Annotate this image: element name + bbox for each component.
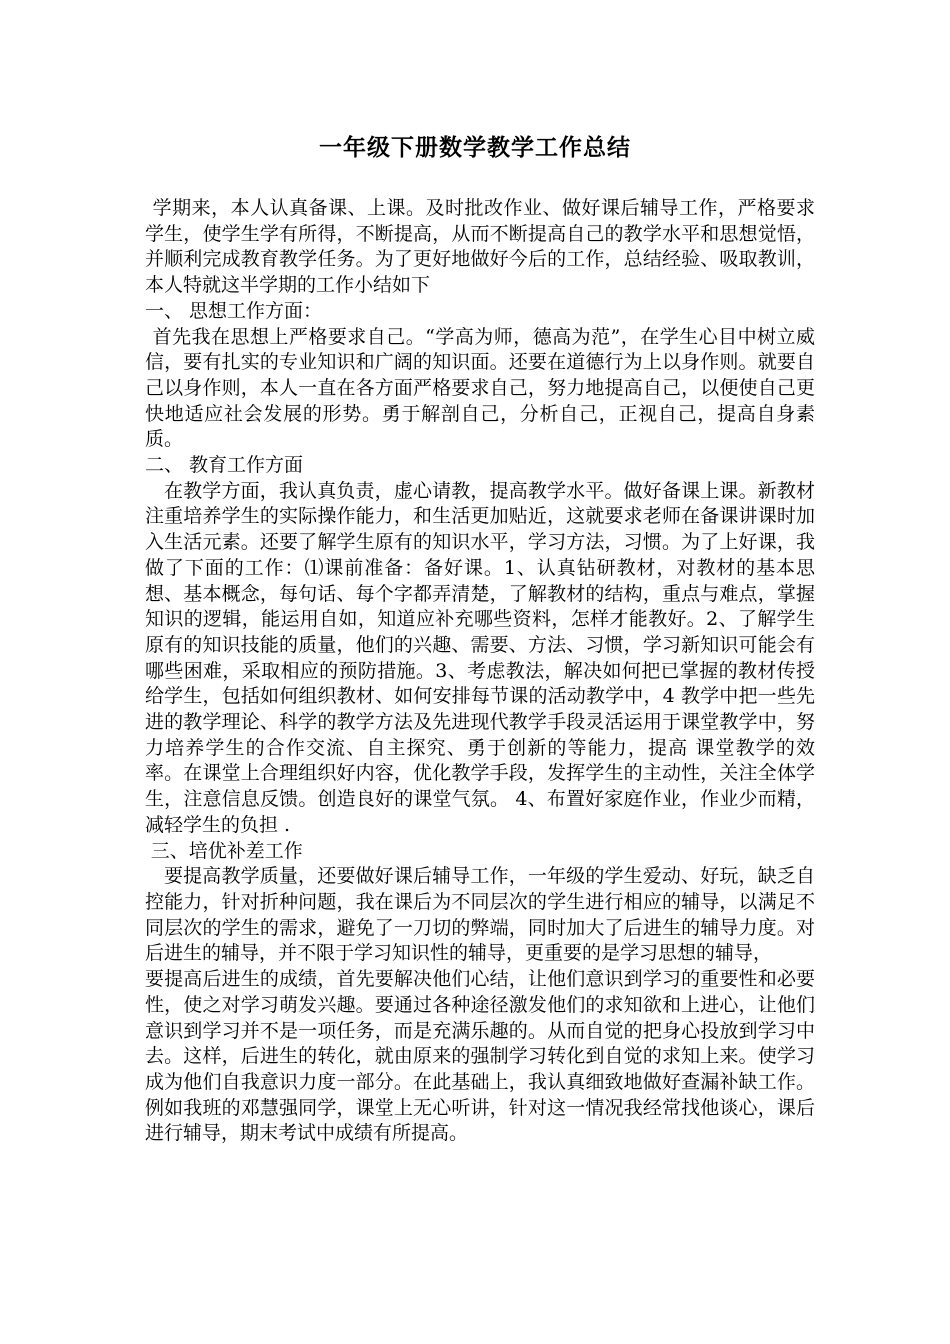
- section-1-paragraph: 首先我在思想上严格要求自己。“学高为师，德高为范”，在学生心目中树立威信，要有扎实的专业知识和广阔的知识面。还要在道德行为上以身作则。就要自己以身作则，本人一直在各方面严格要求自己，努力地提高自己，以便使自己更快地适应社会发展的形势。勇于解剖自己，分析自己，正视自己，提高自身素质。: [145, 325, 815, 451]
- section-3-paragraph-1: 要提高教学质量，还要做好课后辅导工作，一年级的学生爱动、好玩，缺乏自控能力，针对折种问题，我在课后为不同层次的学生进行相应的辅导，以满足不同层次的学生的需求，避免了一刀切的弊端，同时加大了后进生的辅导力度。对后进生的辅导，并不限于学习知识性的辅导，更重要的是学习思想的辅导，: [145, 865, 815, 965]
- document-body: [145, 196, 815, 1147]
- intro-paragraph: 学期来，本人认真备课、上课。及时批改作业、做好课后辅导工作，严格要求学生，使学生学有所得，不断提高，从而不断提高自己的教学水平和思想觉悟，并顺利完成教育教学任务。为了更好地做好今后的工作，总结经验、吸取教训，本人特就这半学期的工作小结如下: [145, 197, 815, 297]
- section-2-paragraph: 在教学方面，我认真负责，虚心请教，提高教学水平。做好备课上课。新教材注重培养学生的实际操作能力，和生活更加贴近，这就要求老师在备课讲课时加入生活元素。还要了解学生原有的知识水平，学习方法，习惯。为了上好课，我做了下面的工作：⑴课前准备：备好课。1、认真钻研教材，对教材的基本思想、基本概念，每句话、每个字都弄清楚，了解教材的结构，重点与难点，掌握知识的逻辑，能运用自如，知道应补充哪些资料，怎样才能教好。2、了解学生原有的知识技能的质量，他们的兴趣、需要、方法、习惯，学习新知识可能会有哪些困难，采取相应的预防措施。3、考虑教法，解决如何把已掌握的教材传授给学生，包括如何组织教材、如何安排每节课的活动教学中，4 教学中把一些先进的教学理论、科学的教学方法及先进现代教学手段灵活运用于课堂教学中，努力培养学生的合作交流、自主探究、勇于创新的等能力，提高 课堂教学的效率。在课堂上合理组织好内容，优化教学手段，发挥学生的主动性，关注全体学生，注意信息反馈。创造良好的课堂气氛。 4、布置好家庭作业，作业少而精，减轻学生的负担 .: [145, 479, 815, 836]
- document-title: 一年级下册数学教学工作总结: [319, 134, 631, 161]
- section-heading-3: 三、培优补差工作: [150, 839, 303, 862]
- section-3-paragraph-2: 要提高后进生的成绩，首先要解决他们心结，让他们意识到学习的重要性和必要性，使之对学习萌发兴趣。要通过各种途径激发他们的求知欲和上进心，让他们意识到学习并不是一项任务，而是充满乐趣的。从而自觉的把身心投放到学习中去。这样，后进生的转化，就由原来的强制学习转化到自觉的求知上来。使学习成为他们自我意识力度一部分。在此基础上，我认真细致地做好查漏补缺工作。例如我班的邓慧强同学，课堂上无心听讲，针对这一情况我经常找他谈心，课后进行辅导，期末考试中成绩有所提高。: [145, 968, 815, 1145]
- section-heading-2: 二、 教育工作方面: [145, 454, 304, 477]
- section-heading-1: 一、 思想工作方面：: [145, 299, 323, 322]
